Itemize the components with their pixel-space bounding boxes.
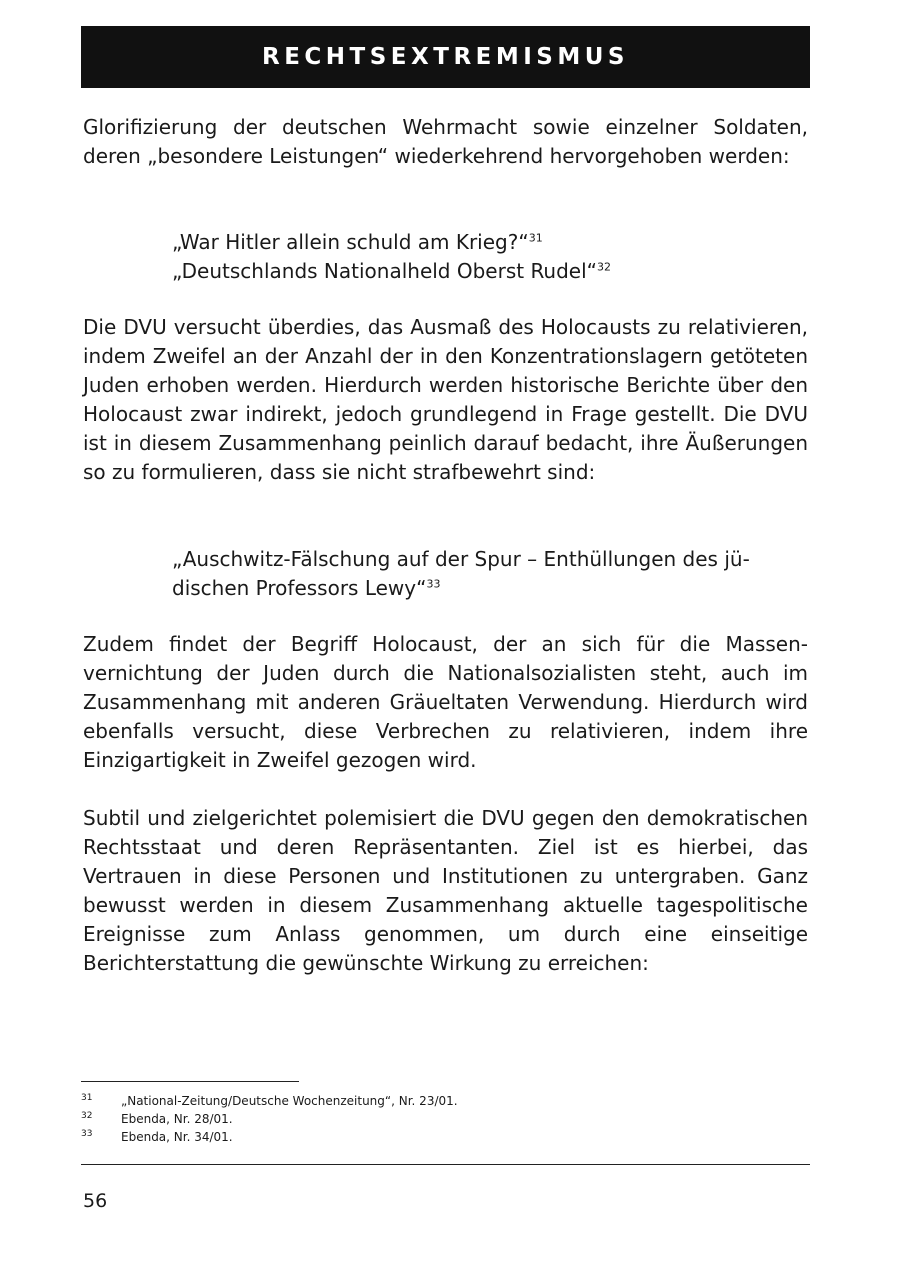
footnote-item [81, 1110, 681, 1128]
footnote-text: Ebenda, Nr. 34/01. [121, 1130, 233, 1144]
paragraph-2: Die DVU versucht überdies, das Ausmaß des Holocausts zu relativieren, indem Zweifel an der Anzahl der in den Konzentrationslagern getöteten Juden erhoben werden. Hierdurch werden historische Berichte über den Holocaust zwar indirekt, jedoch grundlegend in Frage gestellt. Die DVU ist in diesem Zusammenhang peinlich darauf bedacht, ihre Äußerungen so zu formulieren, dass sie nicht strafbewehrt sind: [83, 315, 808, 484]
footnote-ref: 31 [528, 231, 543, 245]
quote-line [172, 545, 808, 603]
quote-block-1 [172, 228, 808, 286]
quote-block-2 [172, 545, 808, 603]
footnote-text: „National-Zeitung/Deutsche Wochenzeitung“, Nr. 23/01. [121, 1094, 458, 1108]
footnotes [81, 1092, 681, 1146]
footnote-ref: 33 [426, 577, 441, 591]
quote-text: „Deutschlands Nationalheld Oberst Rudel“ [172, 259, 598, 283]
paragraph-3: Zudem findet der Begriff Holocaust, der an sich für die Massenvernichtung der Juden durch die Nationalsozialisten steht, auch im Zusammenhang mit anderen Gräueltaten Verwendung. Hierdurch wird ebenfalls versucht, diese Verbrechen zu relativieren, indem ihre Einzigartigkeit in Zweifel gezogen wird. [83, 632, 808, 772]
quote-line [172, 257, 808, 286]
footnote-number: 32 [81, 1111, 93, 1121]
chapter-header [81, 26, 810, 88]
footnote-item [81, 1092, 681, 1110]
quote-text: „War Hitler allein schuld am Krieg?“ [172, 230, 529, 254]
footnote-text: Ebenda, Nr. 28/01. [121, 1112, 233, 1126]
paragraph-4: Subtil und zielgerichtet polemisiert die DVU gegen den demokratischen Rechtsstaat und deren Repräsentanten. Ziel ist es hierbei, das Vertrauen in diese Personen und Institutionen zu untergraben. Ganz bewusst werden in diesem Zusammenhang aktuelle tagespolitische Ereignisse zum Anlass genommen, um durch eine einseitige Berichterstattung die gewünschte Wirkung zu erreichen: [83, 806, 808, 975]
page-footer-divider [81, 1164, 810, 1165]
footnote-number: 31 [81, 1093, 93, 1103]
footnote-divider [81, 1081, 299, 1082]
footnote-number: 33 [81, 1129, 93, 1139]
chapter-title: RECHTSEXTREMISMUS [262, 44, 629, 70]
quote-line [172, 228, 808, 257]
footnote-ref: 32 [597, 260, 612, 274]
footnote-item [81, 1128, 681, 1146]
quote-text: „Auschwitz-Fälschung auf der Spur – Enthüllungen des jüdischen Professors Lewy“ [172, 547, 750, 600]
paragraph-1: Glorifizierung der deutschen Wehrmacht sowie einzelner Soldaten, deren „besondere Leistungen“ wiederkehrend hervorgehoben werden: [83, 115, 808, 168]
page-number: 56 [83, 1190, 108, 1212]
